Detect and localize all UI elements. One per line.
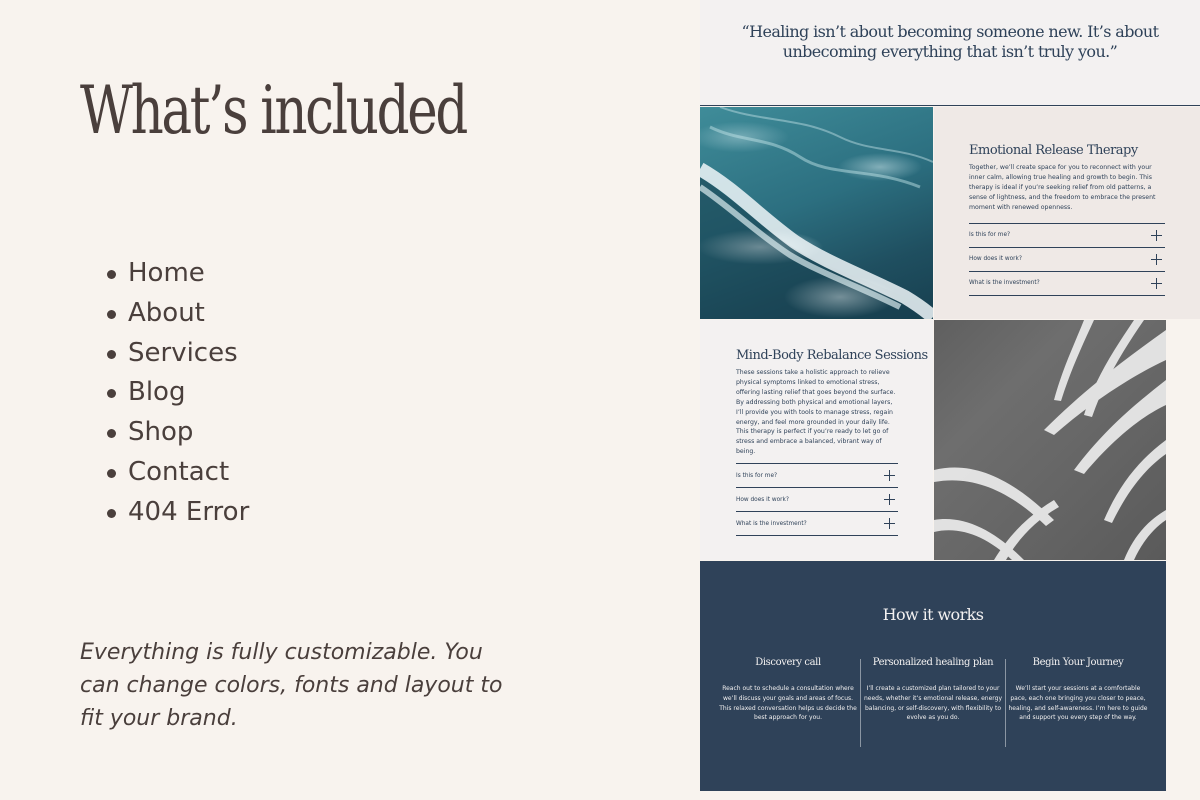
how-it-works-section: [700, 561, 1166, 791]
list-item: [104, 373, 249, 413]
faq-item[interactable]: [969, 272, 1165, 296]
list-item: [104, 334, 249, 374]
bullet-icon: [107, 310, 116, 319]
list-item: [104, 294, 249, 334]
website-mockup: [700, 0, 1200, 800]
page-heading: What’s included: [80, 72, 466, 149]
plus-icon: [1151, 254, 1162, 265]
faq-item[interactable]: [736, 512, 898, 536]
palm-shadow-image: [934, 320, 1166, 560]
plus-icon: [1151, 278, 1162, 289]
plus-icon: [1151, 230, 1162, 241]
bullet-icon: [107, 509, 116, 518]
step-text: I’ll create a customized plan tailored to your needs, whether it’s emotional release, energy balancing, or self-discovery, with flexibility to evolve as you do.: [863, 685, 1003, 722]
faq-accordion: [969, 223, 1165, 296]
column-divider: [1005, 659, 1006, 747]
faq-item[interactable]: [736, 488, 898, 512]
list-item-label: Home: [128, 258, 205, 288]
list-item-label: Shop: [128, 417, 194, 448]
quote-section: [700, 0, 1200, 106]
column-divider: [860, 659, 861, 747]
step-title: Begin Your Journey: [1032, 657, 1124, 668]
card-title: Mind-Body Rebalance Sessions: [736, 348, 928, 363]
faq-item[interactable]: [969, 248, 1165, 272]
step-text: Reach out to schedule a consultation where we’ll discuss your goals and areas of focus. This relaxed conversation helps us decide the best approach for you.: [719, 685, 857, 722]
bullet-icon: [107, 389, 116, 398]
card-description: These sessions take a holistic approach to relieve physical symptoms linked to emotional stress, offering lasting relief that goes beyond the surface. By addressing both physical and emotional layers, I’ll provide you with tools to manage stress, regain energy, and feel more grounded in your daily life. This therapy is perfect if you’re ready to let go of stress and embrace a balanced, vibrant way of being.: [736, 369, 896, 456]
bullet-icon: [107, 429, 116, 438]
faq-question: How does it work?: [736, 496, 789, 503]
faq-item[interactable]: [969, 224, 1165, 248]
faq-accordion: [736, 463, 898, 536]
step-text: We’ll start your sessions at a comfortable pace, each one bringing you closer to peace, healing, and self-awareness. I’m here to guide and support you every step of the way.: [1008, 685, 1148, 722]
emotional-release-card: [934, 107, 1200, 319]
bullet-icon: [107, 270, 116, 279]
card-description: Together, we’ll create space for you to reconnect with your inner calm, allowing true healing and growth to begin. This therapy is ideal if you’re seeking relief from old patterns, a sense of lightness, and the freedom to embrace the present moment with renewed openness.: [969, 164, 1156, 211]
bullet-icon: [107, 350, 116, 359]
list-item: [104, 453, 249, 493]
list-item: [104, 493, 249, 533]
step-column: [718, 657, 858, 723]
list-item-label: Blog: [128, 377, 186, 408]
step-column: [1008, 657, 1148, 723]
faq-question: Is this for me?: [969, 232, 1011, 239]
quote-text: “Healing isn’t about becoming someone new. It’s about unbecoming everything that isn’t truly you.”: [741, 22, 1159, 61]
faq-question: What is the investment?: [736, 520, 807, 527]
leaf-shadow-graphic: [934, 320, 1166, 560]
section-title: How it works: [882, 605, 984, 624]
faq-question: Is this for me?: [736, 472, 778, 479]
card-title: Emotional Release Therapy: [969, 143, 1138, 158]
list-item-label: Contact: [128, 456, 230, 487]
faq-item[interactable]: [736, 464, 898, 488]
list-item: [104, 254, 249, 294]
wave-foam-graphic: [700, 107, 933, 319]
list-item: [104, 413, 249, 453]
included-pages-list: [104, 254, 249, 533]
plus-icon: [884, 470, 895, 481]
faq-question: What is the investment?: [969, 280, 1040, 287]
faq-question: How does it work?: [969, 256, 1022, 263]
step-title: Discovery call: [755, 657, 821, 668]
list-item-label: 404 Error: [128, 496, 250, 527]
bullet-icon: [107, 469, 116, 478]
plus-icon: [884, 494, 895, 505]
list-item-label: Services: [128, 337, 238, 368]
list-item-label: About: [128, 297, 205, 328]
ocean-wave-image: [700, 107, 933, 319]
step-column: [863, 657, 1003, 723]
customization-note: Everything is fully customizable. You can change colors, fonts and layout to fit your brand.: [80, 640, 503, 731]
plus-icon: [884, 518, 895, 529]
step-title: Personalized healing plan: [872, 657, 994, 668]
mind-body-card: [700, 320, 933, 560]
